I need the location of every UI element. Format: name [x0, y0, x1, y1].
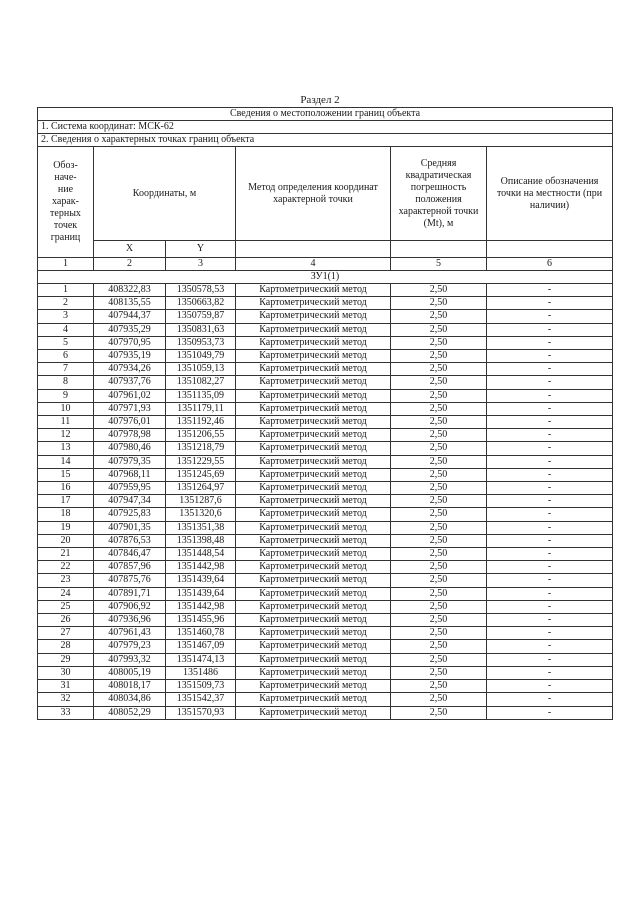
- description: -: [487, 389, 613, 402]
- error: 2,50: [391, 429, 487, 442]
- method: Картометрический метод: [236, 534, 391, 547]
- col-number-1: 1: [38, 258, 94, 271]
- coord-y: 1351442,98: [166, 600, 236, 613]
- point-number: 22: [38, 561, 94, 574]
- coord-y: 1351245,69: [166, 468, 236, 481]
- method: Картометрический метод: [236, 442, 391, 455]
- coord-y: 1351229,55: [166, 455, 236, 468]
- coord-y: 1351460,78: [166, 627, 236, 640]
- coord-x: 407976,01: [94, 416, 166, 429]
- coord-x: 407959,95: [94, 482, 166, 495]
- method: Картометрический метод: [236, 521, 391, 534]
- error: 2,50: [391, 455, 487, 468]
- coord-y: 1351192,46: [166, 416, 236, 429]
- coord-x: 407876,53: [94, 534, 166, 547]
- error: 2,50: [391, 468, 487, 481]
- point-number: 21: [38, 548, 94, 561]
- table-row: [38, 402, 613, 415]
- error: 2,50: [391, 389, 487, 402]
- coord-y: 1351264,97: [166, 482, 236, 495]
- table-row: [38, 455, 613, 468]
- coord-x: 408034,86: [94, 693, 166, 706]
- table-row: [38, 561, 613, 574]
- error: 2,50: [391, 350, 487, 363]
- error: 2,50: [391, 706, 487, 719]
- method: Картометрический метод: [236, 706, 391, 719]
- error: 2,50: [391, 402, 487, 415]
- coord-y: 1351206,55: [166, 429, 236, 442]
- point-number: 15: [38, 468, 94, 481]
- table-row: [38, 416, 613, 429]
- error: 2,50: [391, 376, 487, 389]
- coord-x: 407961,02: [94, 389, 166, 402]
- point-number: 28: [38, 640, 94, 653]
- coord-y: 1350953,73: [166, 336, 236, 349]
- error: 2,50: [391, 310, 487, 323]
- coord-y: 1351287,6: [166, 495, 236, 508]
- error: 2,50: [391, 653, 487, 666]
- point-number: 3: [38, 310, 94, 323]
- table-row: [38, 693, 613, 706]
- coord-x: 408135,55: [94, 297, 166, 310]
- method: Картометрический метод: [236, 402, 391, 415]
- coord-y: 1351320,6: [166, 508, 236, 521]
- coord-y: 1351351,38: [166, 521, 236, 534]
- point-number: 31: [38, 680, 94, 693]
- coord-y: 1351135,09: [166, 389, 236, 402]
- description: -: [487, 666, 613, 679]
- table-row: [38, 508, 613, 521]
- coord-x: 407934,26: [94, 363, 166, 376]
- coord-y: 1351398,48: [166, 534, 236, 547]
- method: Картометрический метод: [236, 614, 391, 627]
- coord-x: 407935,29: [94, 323, 166, 336]
- error: 2,50: [391, 495, 487, 508]
- method: Картометрический метод: [236, 495, 391, 508]
- description: -: [487, 508, 613, 521]
- col-number-2: 2: [94, 258, 166, 271]
- coord-x: 408005,19: [94, 666, 166, 679]
- col-number-6: 6: [487, 258, 613, 271]
- coord-x: 407937,76: [94, 376, 166, 389]
- description: -: [487, 574, 613, 587]
- table-row: [38, 297, 613, 310]
- coord-y: 1351439,64: [166, 574, 236, 587]
- table-row: [38, 653, 613, 666]
- error: 2,50: [391, 336, 487, 349]
- coord-x: 407979,23: [94, 640, 166, 653]
- point-number: 16: [38, 482, 94, 495]
- col-number-3: 3: [166, 258, 236, 271]
- point-number: 18: [38, 508, 94, 521]
- table-row: [38, 310, 613, 323]
- description: -: [487, 640, 613, 653]
- coord-x: 407891,71: [94, 587, 166, 600]
- error: 2,50: [391, 508, 487, 521]
- coord-y: 1351082,27: [166, 376, 236, 389]
- coord-x: 407993,32: [94, 653, 166, 666]
- coord-y: 1350759,87: [166, 310, 236, 323]
- point-number: 25: [38, 600, 94, 613]
- point-number: 17: [38, 495, 94, 508]
- error: 2,50: [391, 482, 487, 495]
- col-number-4: 4: [236, 258, 391, 271]
- method: Картометрический метод: [236, 666, 391, 679]
- method: Картометрический метод: [236, 455, 391, 468]
- error: 2,50: [391, 561, 487, 574]
- coord-x: 407875,76: [94, 574, 166, 587]
- description: -: [487, 442, 613, 455]
- coord-y: 1351049,79: [166, 350, 236, 363]
- description: -: [487, 653, 613, 666]
- description: -: [487, 614, 613, 627]
- method: Картометрический метод: [236, 363, 391, 376]
- point-number: 9: [38, 389, 94, 402]
- table-row: [38, 640, 613, 653]
- coord-x: 407936,96: [94, 614, 166, 627]
- error: 2,50: [391, 416, 487, 429]
- error: 2,50: [391, 323, 487, 336]
- coord-y: 1350663,82: [166, 297, 236, 310]
- description: -: [487, 429, 613, 442]
- error: 2,50: [391, 521, 487, 534]
- description: -: [487, 521, 613, 534]
- error: 2,50: [391, 297, 487, 310]
- table-row: [38, 521, 613, 534]
- table-row: [38, 363, 613, 376]
- table-row: [38, 468, 613, 481]
- point-number: 14: [38, 455, 94, 468]
- point-number: 7: [38, 363, 94, 376]
- coord-x: 407925,83: [94, 508, 166, 521]
- points-section-title: 2. Сведения о характерных точках границ объекта: [38, 134, 613, 147]
- coord-x: 408052,29: [94, 706, 166, 719]
- method: Картометрический метод: [236, 600, 391, 613]
- table-row: [38, 284, 613, 297]
- error: 2,50: [391, 363, 487, 376]
- table-row: [38, 574, 613, 587]
- error: 2,50: [391, 693, 487, 706]
- table-row: [38, 442, 613, 455]
- coord-y: 1351474,13: [166, 653, 236, 666]
- section-title: Раздел 2: [300, 94, 340, 106]
- table-row: [38, 706, 613, 719]
- coord-x: 407944,37: [94, 310, 166, 323]
- parcel-label: ЗУ1(1): [38, 271, 613, 284]
- coord-x: 407947,34: [94, 495, 166, 508]
- table-row: [38, 600, 613, 613]
- coord-x: 407935,19: [94, 350, 166, 363]
- description: -: [487, 284, 613, 297]
- point-number: 10: [38, 402, 94, 415]
- table-row: [38, 587, 613, 600]
- table-row: [38, 627, 613, 640]
- method: Картометрический метод: [236, 587, 391, 600]
- description: -: [487, 455, 613, 468]
- method: Картометрический метод: [236, 350, 391, 363]
- method: Картометрический метод: [236, 336, 391, 349]
- coord-y: 1351059,13: [166, 363, 236, 376]
- method: Картометрический метод: [236, 561, 391, 574]
- method: Картометрический метод: [236, 653, 391, 666]
- table-row: [38, 666, 613, 679]
- coord-x: 407846,47: [94, 548, 166, 561]
- coord-x: 407961,43: [94, 627, 166, 640]
- coord-x: 407970,95: [94, 336, 166, 349]
- point-number: 24: [38, 587, 94, 600]
- table-row: [38, 548, 613, 561]
- method: Картометрический метод: [236, 376, 391, 389]
- error: 2,50: [391, 284, 487, 297]
- coord-y: 1351448,54: [166, 548, 236, 561]
- description: -: [487, 561, 613, 574]
- coord-y: 1351455,96: [166, 614, 236, 627]
- description: -: [487, 600, 613, 613]
- point-number: 26: [38, 614, 94, 627]
- method: Картометрический метод: [236, 323, 391, 336]
- header-method: Метод определения координат характерной точки: [236, 147, 391, 241]
- table-row: [38, 534, 613, 547]
- header-description: Описание обозначения точки на местности (при наличии): [487, 147, 613, 241]
- coord-x: 407979,35: [94, 455, 166, 468]
- coord-x: 407901,35: [94, 521, 166, 534]
- error: 2,50: [391, 680, 487, 693]
- method: Картометрический метод: [236, 468, 391, 481]
- description: -: [487, 402, 613, 415]
- coord-y: 1351439,64: [166, 587, 236, 600]
- point-number: 20: [38, 534, 94, 547]
- method: Картометрический метод: [236, 680, 391, 693]
- point-number: 32: [38, 693, 94, 706]
- error: 2,50: [391, 666, 487, 679]
- error: 2,50: [391, 627, 487, 640]
- coord-y: 1351467,09: [166, 640, 236, 653]
- method: Картометрический метод: [236, 284, 391, 297]
- header-error: Средняя квадратическая погрешность положения характерной точки (Mt), м: [391, 147, 487, 241]
- description: -: [487, 363, 613, 376]
- table-row: [38, 680, 613, 693]
- description: -: [487, 310, 613, 323]
- error: 2,50: [391, 640, 487, 653]
- method: Картометрический метод: [236, 693, 391, 706]
- point-number: 6: [38, 350, 94, 363]
- point-number: 29: [38, 653, 94, 666]
- description: -: [487, 495, 613, 508]
- point-number: 11: [38, 416, 94, 429]
- method: Картометрический метод: [236, 574, 391, 587]
- coord-x: 407978,98: [94, 429, 166, 442]
- description: -: [487, 376, 613, 389]
- coord-y: 1351509,73: [166, 680, 236, 693]
- point-number: 4: [38, 323, 94, 336]
- method: Картометрический метод: [236, 297, 391, 310]
- error: 2,50: [391, 587, 487, 600]
- table-title: Сведения о местоположении границ объекта: [38, 108, 613, 121]
- point-number: 1: [38, 284, 94, 297]
- table-row: [38, 389, 613, 402]
- method: Картометрический метод: [236, 310, 391, 323]
- description: -: [487, 627, 613, 640]
- coord-x: 407906,92: [94, 600, 166, 613]
- coord-x: 407968,11: [94, 468, 166, 481]
- point-number: 13: [38, 442, 94, 455]
- description: -: [487, 587, 613, 600]
- error: 2,50: [391, 574, 487, 587]
- coord-y: 1351179,11: [166, 402, 236, 415]
- point-number: 27: [38, 627, 94, 640]
- description: -: [487, 323, 613, 336]
- coord-y: 1351442,98: [166, 561, 236, 574]
- point-number: 30: [38, 666, 94, 679]
- coord-x: 407857,96: [94, 561, 166, 574]
- coord-x: 408018,17: [94, 680, 166, 693]
- table-row: [38, 350, 613, 363]
- table-row: [38, 429, 613, 442]
- description: -: [487, 548, 613, 561]
- point-number: 5: [38, 336, 94, 349]
- error: 2,50: [391, 442, 487, 455]
- method: Картометрический метод: [236, 416, 391, 429]
- table-row: [38, 376, 613, 389]
- method: Картометрический метод: [236, 627, 391, 640]
- coord-y: 1351542,37: [166, 693, 236, 706]
- coord-x: 407980,46: [94, 442, 166, 455]
- col-number-5: 5: [391, 258, 487, 271]
- coord-y: 1351570,93: [166, 706, 236, 719]
- description: -: [487, 693, 613, 706]
- header-point-designation: Обоз- наче- ние харак- терных точек границ: [38, 147, 94, 258]
- description: -: [487, 416, 613, 429]
- table-row: [38, 323, 613, 336]
- description: -: [487, 482, 613, 495]
- error: 2,50: [391, 534, 487, 547]
- point-number: 23: [38, 574, 94, 587]
- description: -: [487, 534, 613, 547]
- coord-x: 407971,93: [94, 402, 166, 415]
- description: -: [487, 350, 613, 363]
- coord-x: 408322,83: [94, 284, 166, 297]
- method: Картометрический метод: [236, 508, 391, 521]
- description: -: [487, 468, 613, 481]
- header-y: Y: [166, 241, 236, 258]
- error: 2,50: [391, 600, 487, 613]
- point-number: 19: [38, 521, 94, 534]
- coordinate-system: 1. Система координат: МСК-62: [38, 121, 613, 134]
- method: Картометрический метод: [236, 429, 391, 442]
- point-number: 2: [38, 297, 94, 310]
- coord-y: 1351486: [166, 666, 236, 679]
- coord-y: 1350831,63: [166, 323, 236, 336]
- coord-y: 1351218,79: [166, 442, 236, 455]
- point-number: 8: [38, 376, 94, 389]
- error: 2,50: [391, 614, 487, 627]
- header-coordinates: Координаты, м: [94, 147, 236, 241]
- error: 2,50: [391, 548, 487, 561]
- method: Картометрический метод: [236, 640, 391, 653]
- method: Картометрический метод: [236, 482, 391, 495]
- header-x: X: [94, 241, 166, 258]
- point-number: 33: [38, 706, 94, 719]
- description: -: [487, 336, 613, 349]
- table-row: [38, 482, 613, 495]
- description: -: [487, 297, 613, 310]
- method: Картометрический метод: [236, 548, 391, 561]
- description: -: [487, 706, 613, 719]
- coord-y: 1350578,53: [166, 284, 236, 297]
- table-row: [38, 336, 613, 349]
- method: Картометрический метод: [236, 389, 391, 402]
- boundary-points-table: [37, 107, 613, 720]
- table-row: [38, 495, 613, 508]
- point-number: 12: [38, 429, 94, 442]
- table-row: [38, 614, 613, 627]
- description: -: [487, 680, 613, 693]
